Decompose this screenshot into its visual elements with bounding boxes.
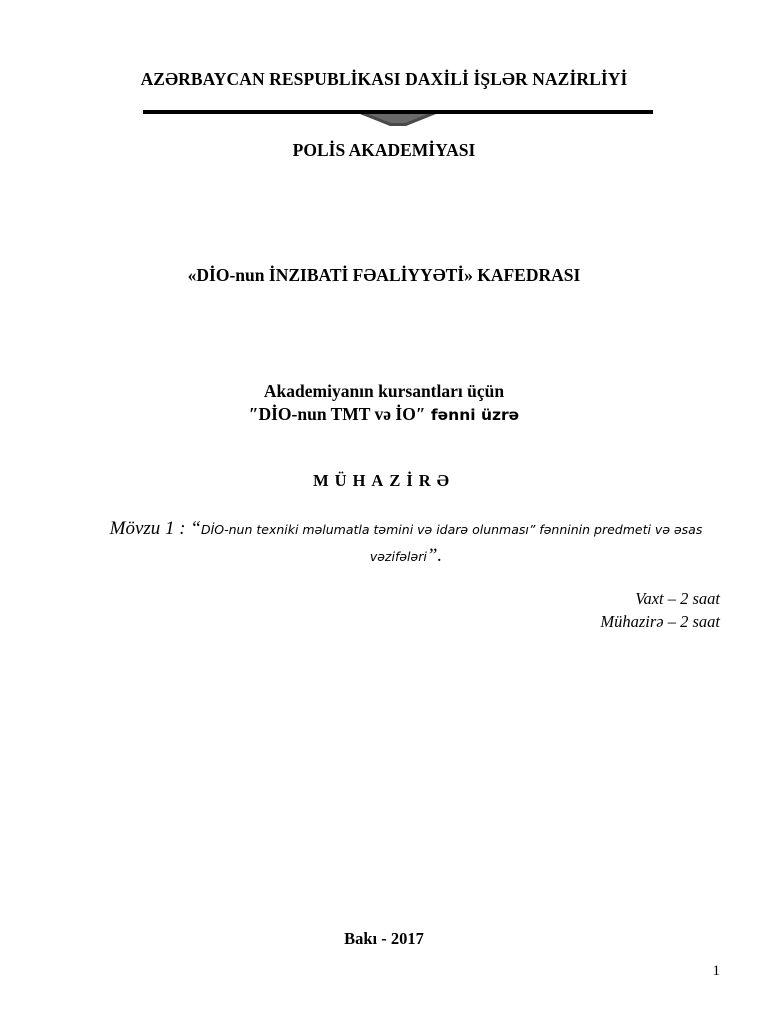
topic-text: DİO-nun texniki məlumatla təmini və idarə olunması” fənninin predmeti və əsas vəzifələri: [200, 522, 703, 564]
topic-block: [86, 516, 726, 570]
divider-ornament-icon: [143, 108, 653, 130]
ministry-title: AZƏRBAYCAN RESPUBLİKASI DAXİLİ İŞLƏR NAZİRLİYİ: [140, 69, 628, 89]
header-divider: [143, 108, 653, 130]
subject-name: ″DİO-nun TMT və İO″: [248, 404, 426, 424]
duration-time: Vaxt – 2 saat: [635, 589, 720, 608]
audience-line: Akademiyanın kursantları üçün: [263, 381, 505, 401]
department-title: «DİO-nun İNZIBATİ FƏALİYYƏTİ» KAFEDRASI: [187, 265, 581, 285]
lecture-heading: MÜHAZİRƏ: [313, 471, 455, 490]
topic-label: Mövzu 1 : “: [109, 518, 201, 539]
city-year: Bakı - 2017: [344, 929, 424, 948]
topic-closing: ”.: [426, 545, 443, 566]
page-number: 1: [712, 963, 720, 979]
academy-title: POLİS AKADEMİYASI: [292, 140, 476, 160]
subject-line: [0, 404, 768, 425]
subject-suffix: fənni üzrə: [425, 406, 520, 424]
duration-lecture: Mühazirə – 2 saat: [600, 612, 720, 631]
